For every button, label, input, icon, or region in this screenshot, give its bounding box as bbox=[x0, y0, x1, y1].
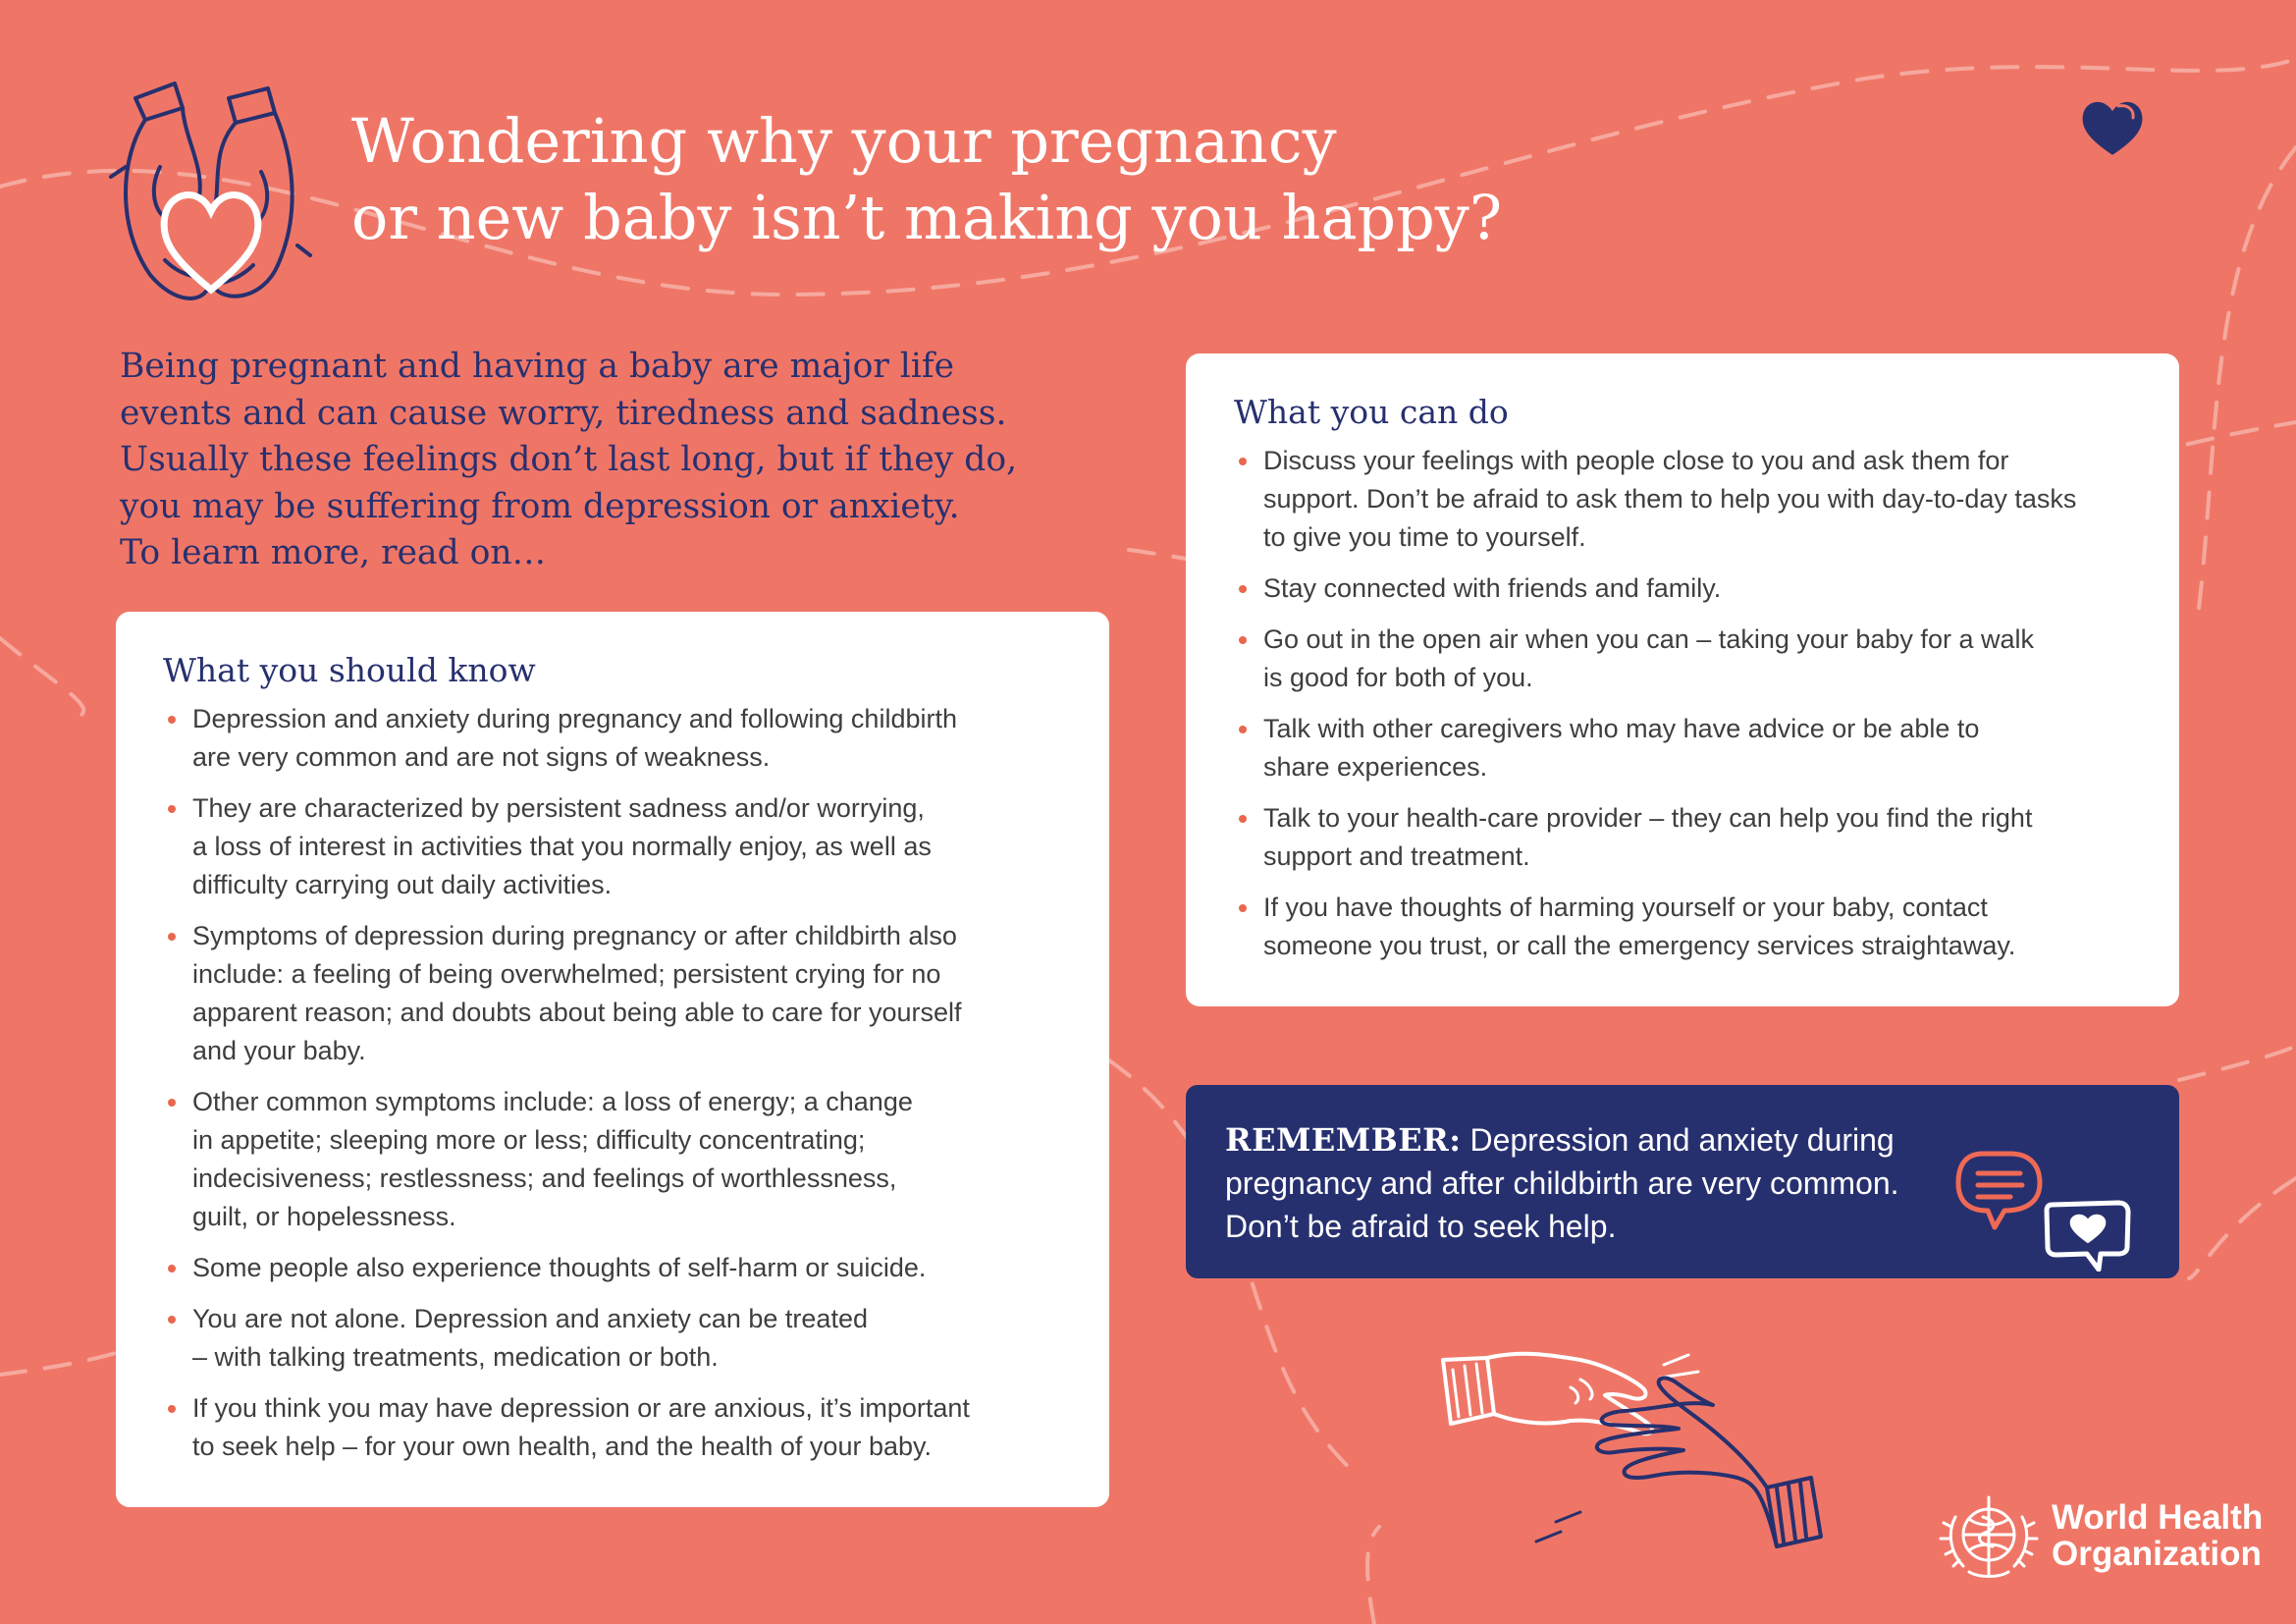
item-line: Depression and anxiety during pregnancy and following childbirth bbox=[192, 704, 957, 733]
item-line: support. Don’t be afraid to ask them to help you with day-to-day tasks bbox=[1263, 484, 2077, 514]
intro-text bbox=[120, 344, 1121, 577]
do-list bbox=[1234, 442, 2134, 965]
list-item bbox=[1234, 799, 2134, 876]
intro-line: Being pregnant and having a baby are major life bbox=[120, 347, 955, 386]
title-line-1: Wondering why your pregnancy bbox=[351, 105, 1337, 177]
who-emblem-icon bbox=[1936, 1488, 2042, 1586]
list-item bbox=[1234, 710, 2134, 786]
item-line: share experiences. bbox=[1263, 752, 1488, 782]
item-line: include: a feeling of being overwhelmed; persistent crying for no bbox=[192, 959, 941, 989]
item-line: If you think you may have depression or are anxious, it’s important bbox=[192, 1393, 970, 1423]
item-line: indecisiveness; restlessness; and feelings of worthlessness, bbox=[192, 1164, 897, 1193]
heart-icon bbox=[2079, 96, 2146, 157]
intro-line: To learn more, read on… bbox=[120, 533, 547, 572]
who-name-line-1: World Health bbox=[2052, 1498, 2264, 1537]
what-you-can-do-card bbox=[1186, 353, 2179, 1006]
item-line: They are characterized by persistent sadness and/or worrying, bbox=[192, 793, 925, 823]
title-line-2: or new baby isn’t making you happy? bbox=[351, 182, 1503, 253]
list-item bbox=[1234, 442, 2134, 557]
item-line: is good for both of you. bbox=[1263, 663, 1533, 692]
list-item bbox=[163, 1083, 1064, 1236]
item-line: and your baby. bbox=[192, 1036, 366, 1065]
intro-line: you may be suffering from depression or anxiety. bbox=[120, 486, 960, 526]
list-item bbox=[163, 700, 1064, 777]
chat-bubbles-icon bbox=[1953, 1144, 2135, 1272]
list-item bbox=[1234, 569, 2134, 608]
list-item bbox=[163, 1389, 1064, 1466]
remember-line-2: pregnancy and after childbirth are very common. bbox=[1225, 1165, 1899, 1201]
know-list bbox=[163, 700, 1064, 1466]
remember-line-3: Don’t be afraid to seek help. bbox=[1225, 1209, 1617, 1244]
item-line: support and treatment. bbox=[1263, 841, 1530, 871]
what-you-should-know-card bbox=[116, 612, 1109, 1507]
item-line: Talk to your health-care provider – they can help you find the right bbox=[1263, 803, 2033, 833]
intro-line: events and can cause worry, tiredness and sadness. bbox=[120, 393, 1007, 433]
hands-heart-icon bbox=[106, 59, 317, 329]
remember-line-1: Depression and anxiety during bbox=[1469, 1122, 1895, 1158]
item-line: Symptoms of depression during pregnancy or after childbirth also bbox=[192, 921, 957, 950]
list-item bbox=[163, 1249, 1064, 1287]
item-line: Other common symptoms include: a loss of energy; a change bbox=[192, 1087, 913, 1116]
list-item bbox=[163, 789, 1064, 904]
item-line: apparent reason; and doubts about being able to care for yourself bbox=[192, 998, 962, 1027]
who-logo bbox=[1936, 1488, 2264, 1586]
list-item bbox=[1234, 889, 2134, 965]
item-line: a loss of interest in activities that you normally enjoy, as well as bbox=[192, 832, 932, 861]
item-line: are very common and are not signs of weakness. bbox=[192, 742, 771, 772]
item-line: – with talking treatments, medication or both. bbox=[192, 1342, 719, 1372]
item-line: difficulty carrying out daily activities. bbox=[192, 870, 613, 899]
item-line: in appetite; sleeping more or less; difficulty concentrating; bbox=[192, 1125, 866, 1155]
page-title bbox=[351, 103, 1726, 256]
reaching-hands-icon bbox=[1433, 1340, 1826, 1551]
list-item bbox=[163, 917, 1064, 1070]
remember-box bbox=[1186, 1085, 2179, 1278]
item-line: someone you trust, or call the emergency services straightaway. bbox=[1263, 931, 2016, 960]
item-line: guilt, or hopelessness. bbox=[192, 1202, 456, 1231]
item-line: You are not alone. Depression and anxiety can be treated bbox=[192, 1304, 868, 1333]
item-line: to seek help – for your own health, and the health of your baby. bbox=[192, 1432, 932, 1461]
item-line: Some people also experience thoughts of self-harm or suicide. bbox=[192, 1253, 927, 1282]
card-heading: What you can do bbox=[1234, 393, 1509, 431]
item-line: Go out in the open air when you can – taking your baby for a walk bbox=[1263, 624, 2034, 654]
item-line: Discuss your feelings with people close to you and ask them for bbox=[1263, 446, 2009, 475]
card-heading: What you should know bbox=[163, 651, 536, 689]
intro-line: Usually these feelings don’t last long, but if they do, bbox=[120, 440, 1018, 479]
remember-label: REMEMBER: bbox=[1225, 1121, 1462, 1159]
who-name bbox=[2052, 1499, 2263, 1572]
list-item bbox=[163, 1300, 1064, 1377]
item-line: Stay connected with friends and family. bbox=[1263, 573, 1722, 603]
list-item bbox=[1234, 621, 2134, 697]
who-name-line-2: Organization bbox=[2052, 1535, 2262, 1573]
item-line: to give you time to yourself. bbox=[1263, 522, 1586, 552]
item-line: Talk with other caregivers who may have advice or be able to bbox=[1263, 714, 1980, 743]
item-line: If you have thoughts of harming yourself or your baby, contact bbox=[1263, 893, 1988, 922]
